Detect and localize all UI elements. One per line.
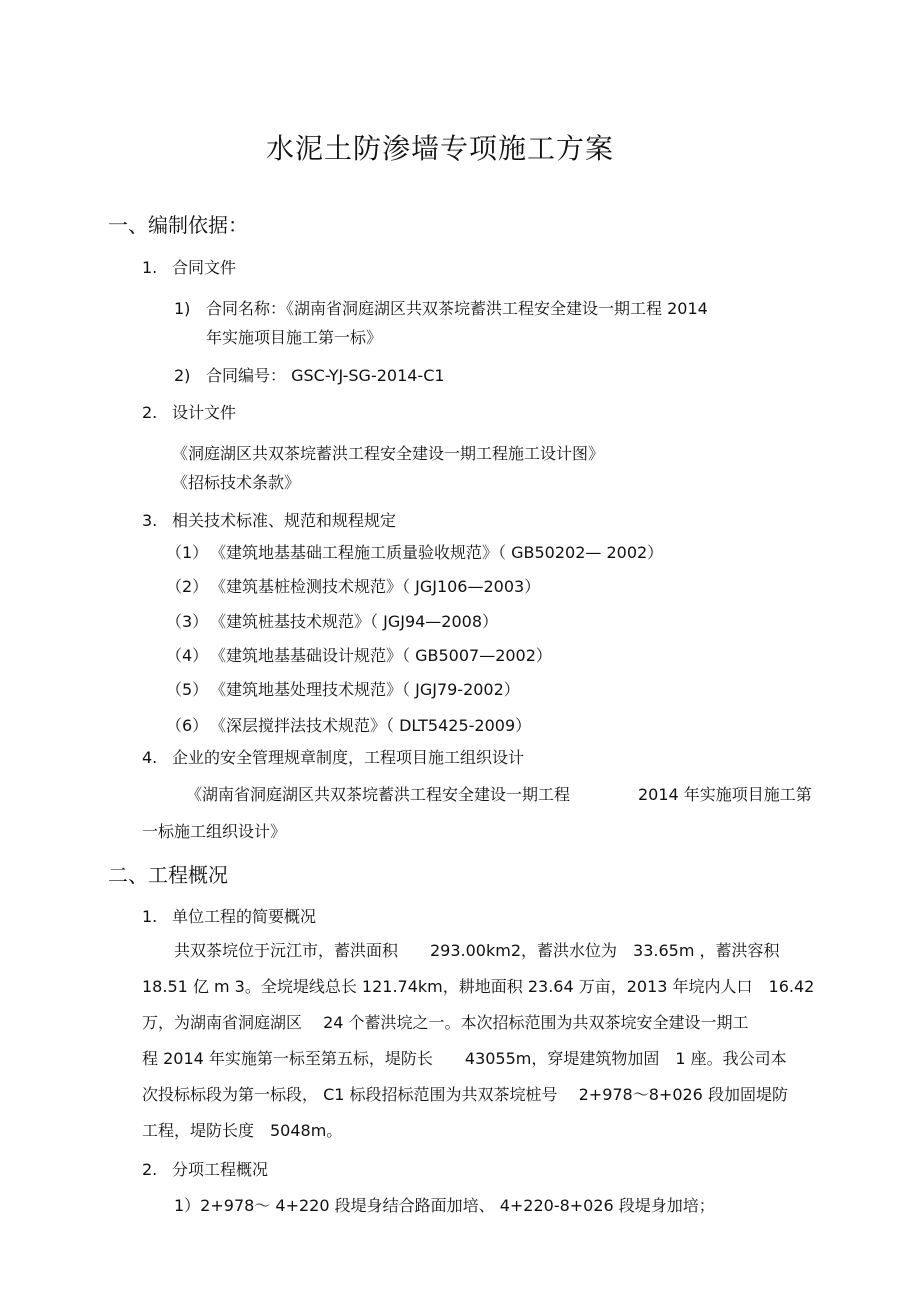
section1-item2 xyxy=(142,403,236,423)
overview-line: 程 2014 年实施第一标至第五标，堤防长 43055m，穿堤建筑物加固 1 座。我公司本 xyxy=(142,1049,787,1068)
overview-line: 万，为湖南省洞庭湖区 24 个蓄洪垸之一。本次招标范围为共双茶垸安全建设一期工 xyxy=(142,1013,749,1032)
standard-name: 《建筑桩基技术规范》 xyxy=(210,612,371,631)
standard-row xyxy=(166,612,498,632)
contract-name-line1 xyxy=(174,299,708,319)
org-design-line2: 一标施工组织设计》 xyxy=(142,822,287,841)
item-label: 合同文件 xyxy=(172,258,237,277)
standard-name: 《建筑地基基础设计规范》 xyxy=(210,646,403,665)
standard-code: （ JGJ79-2002） xyxy=(402,680,520,699)
contract-name-text: 合同名称：《湖南省洞庭湖区共双茶垸蓄洪工程安全建设一期工程 2014 xyxy=(206,299,708,318)
standard-number: （3） xyxy=(166,612,209,631)
standard-row xyxy=(166,646,552,666)
standard-code: （ GB5007—2002） xyxy=(402,646,552,665)
standard-number: （5） xyxy=(166,680,209,699)
standard-row xyxy=(166,716,531,736)
org-design-line1a: 《湖南省洞庭湖区共双茶垸蓄洪工程安全建设一期工程 xyxy=(186,785,571,804)
item-label: 相关技术标准、规范和规程规定 xyxy=(172,511,397,530)
overview-line: 18.51 亿 m 3。全垸堤线总长 121.74km，耕地面积 23.64 万亩，2013 年垸内人口 16.42 xyxy=(142,977,815,996)
section1-item1 xyxy=(142,258,236,278)
overview-line: 工程，堤防长度 5048m。 xyxy=(142,1121,343,1140)
section1-item3 xyxy=(142,511,396,531)
item-label: 分项工程概况 xyxy=(172,1160,269,1179)
contract-name-line2: 年实施项目施工第一标》 xyxy=(206,328,383,347)
standard-code: （ JGJ94—2008） xyxy=(370,612,499,631)
standard-name: 《建筑地基处理技术规范》 xyxy=(210,680,403,699)
item-number: 1. xyxy=(142,907,158,926)
standard-code: （ DLT5425-2009） xyxy=(386,716,532,735)
item-number: 3. xyxy=(142,511,158,530)
standard-row xyxy=(166,543,663,563)
item-label: 企业的安全管理规章制度，工程项目施工组织设计 xyxy=(172,748,525,767)
standard-row xyxy=(166,680,520,700)
overview-line: 共双茶垸位于沅江市，蓄洪面积 293.00km2，蓄洪水位为 33.65m ，蓄洪容积 xyxy=(174,941,780,960)
item-number: 2. xyxy=(142,403,158,422)
document-title: 水泥土防渗墙专项施工方案 xyxy=(266,132,615,165)
sub-number: 1) xyxy=(174,299,191,318)
contract-number xyxy=(174,366,445,386)
standard-name: 《建筑地基基础工程施工质量验收规范》 xyxy=(210,543,499,562)
item-number: 2. xyxy=(142,1160,158,1179)
section2-item1 xyxy=(142,907,316,927)
standard-number: （2） xyxy=(166,577,209,596)
section2-heading: 二、工程概况 xyxy=(108,863,228,887)
standard-number: （1） xyxy=(166,543,209,562)
sub-number: 2) xyxy=(174,366,191,385)
item-label: 设计文件 xyxy=(172,403,237,422)
subproject-line: 1）2+978～ 4+220 段堤身结合路面加培、 4+220-8+026 段堤身加培； xyxy=(174,1196,715,1215)
standard-code: （ JGJ106—2003） xyxy=(402,577,541,596)
design-doc-1: 《洞庭湖区共双茶垸蓄洪工程安全建设一期工程施工设计图》 xyxy=(172,444,605,463)
section1-heading: 一、编制依据： xyxy=(108,213,248,237)
item-label: 单位工程的简要概况 xyxy=(172,907,317,926)
item-number: 1. xyxy=(142,258,158,277)
standard-code: （ GB50202— 2002） xyxy=(498,543,664,562)
standard-name: 《建筑基桩检测技术规范》 xyxy=(210,577,403,596)
overview-line: 次投标标段为第一标段， C1 标段招标范围为共双茶垸桩号 2+978～8+026 段加固堤防 xyxy=(142,1085,788,1104)
org-design-line1b: 2014 年实施项目施工第 xyxy=(638,785,812,804)
standard-number: （4） xyxy=(166,646,209,665)
standard-row xyxy=(166,577,540,597)
contract-number-text: 合同编号： GSC-YJ-SG-2014-C1 xyxy=(206,366,445,385)
section2-item2 xyxy=(142,1160,268,1180)
standard-number: （6） xyxy=(166,716,209,735)
section1-item4 xyxy=(142,748,524,768)
design-doc-2: 《招标技术条款》 xyxy=(172,473,301,492)
item-number: 4. xyxy=(142,748,158,767)
standard-name: 《深层搅拌法技术规范》 xyxy=(210,716,387,735)
